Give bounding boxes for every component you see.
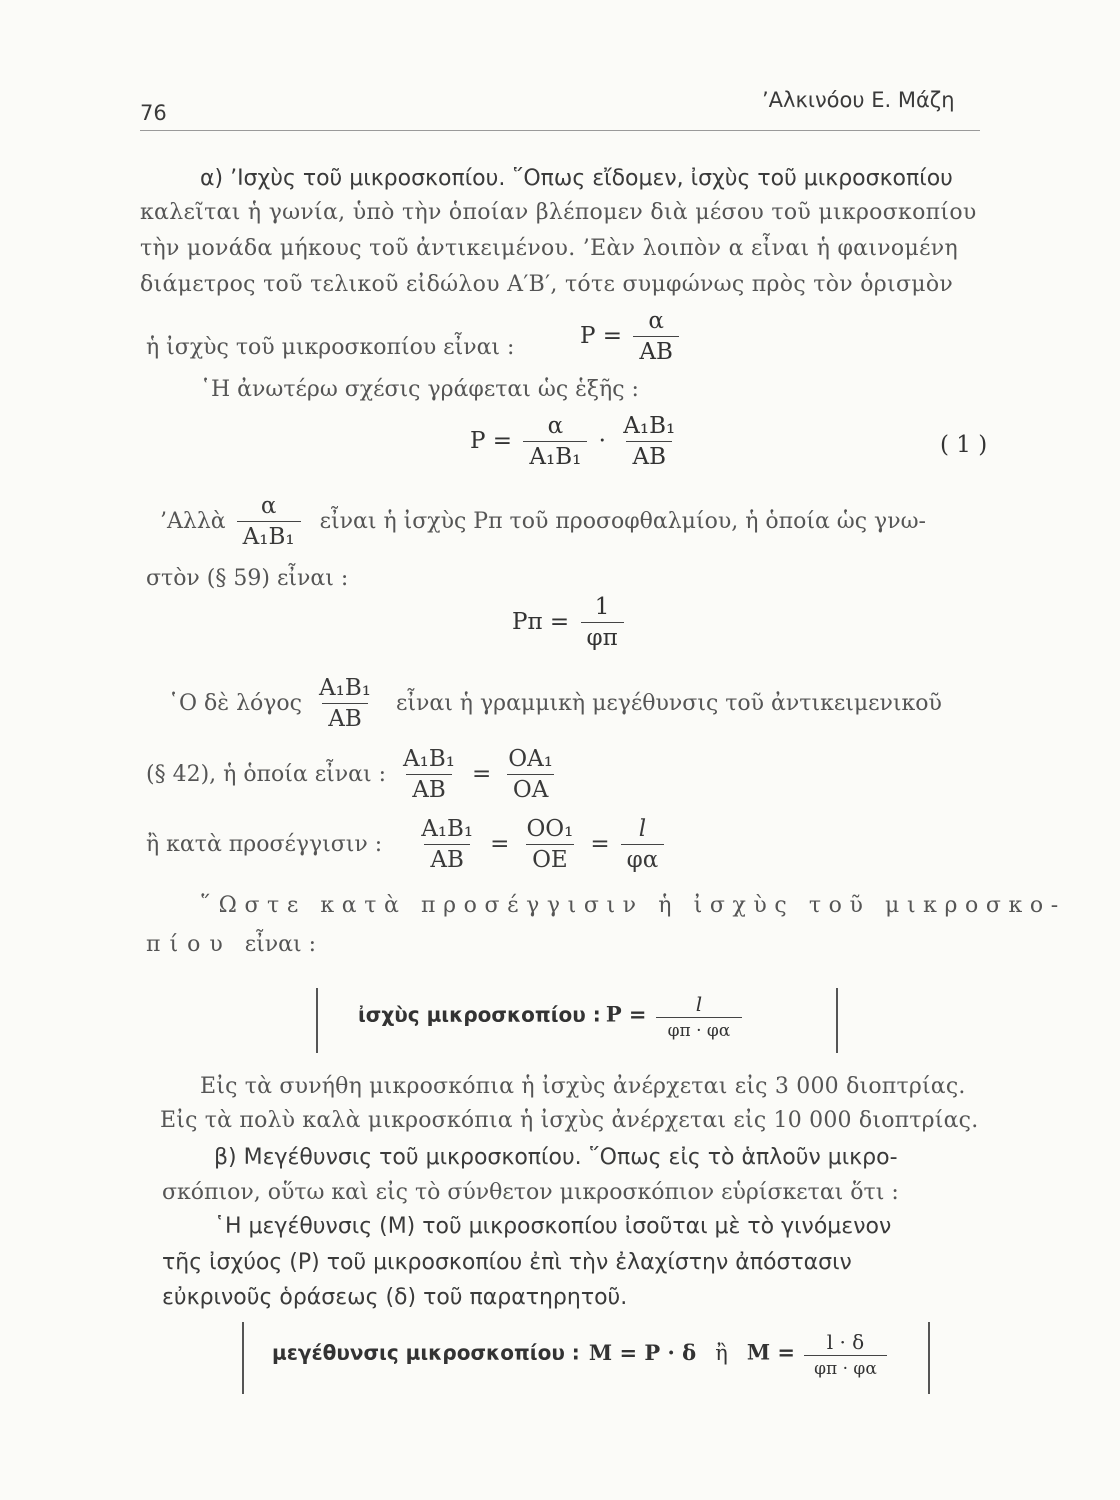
equation-power-definition [580,310,683,364]
hoste-line-1: ῞Ωστε κατὰ προσέγγισιν ἡ ἰσχὺς τοῦ μικροσκο- [200,893,1066,918]
box-magnification-expr: M = P · δ [588,1339,697,1365]
para-a-line-3: τὴν μονάδα μήκους τοῦ ἀντικειμένου. ’Εὰν λοιπὸν α εἶναι ἡ φαινομένη [140,236,958,261]
formula-box-power [316,988,838,1053]
denominator: φπ · φα [656,1017,743,1040]
fraction-2 [617,415,681,469]
equation-1-label: ( 1 ) [940,432,988,458]
line-rewrite: ῾Η ἀνωτέρω σχέσις γράφεται ὡς ἑξῆς : [200,377,639,402]
fraction-2 [502,748,559,802]
running-header-author: ’Αλκινόου Ε. Μάζη [762,88,955,112]
denominator: AB [322,703,368,731]
para-b-line-4: τῆς ἰσχύος (Ρ) τοῦ μικροσκοπίου ἐπὶ τὴν ἐλαχίστην ἀπόστασιν [162,1250,852,1275]
denominator: φα [621,844,665,872]
box-power-lhs: P = [605,1001,647,1027]
fraction-3 [621,818,665,872]
equals-sign: = [490,831,510,857]
para-a-line-1: α) ’Ισχὺς τοῦ μικροσκοπίου. ῞Οπως εἴδομεν, ἰσχὺς τοῦ μικροσκοπίου [200,166,953,191]
numerator: α [547,413,564,439]
fraction [656,994,743,1040]
page-number: 76 [140,101,167,125]
box-power-content [358,994,746,1040]
logos-line [168,677,942,731]
numerator: 1 [594,594,610,620]
numerator: A₁B₁ [403,746,455,772]
para-b-line-2: σκόπιον, οὕτω καὶ εἰς τὸ σύνθετον μικροσκόπιον εὑρίσκεται ὅτι : [162,1180,899,1205]
numerator: A₁B₁ [623,413,676,439]
box-magnification-lhs: M = [746,1339,796,1365]
equals-sign: = [590,831,610,857]
numerator: l [695,992,703,1016]
eq-lhs: Pπ = [512,609,570,635]
numerator: OO₁ [526,816,574,842]
para-b-line-1: β) Μεγέθυνσις τοῦ μικροσκοπίου. ῞Οπως εἰς τὸ ἁπλοῦν μικρο- [214,1145,898,1170]
denominator: OE [526,844,574,872]
denominator: AB [633,336,679,364]
para-b-line-5: εὐκρινοῦς ὁράσεως (δ) τοῦ παρατηρητοῦ. [162,1285,628,1310]
denominator: φπ · φα [804,1355,887,1378]
equation-1 [470,415,685,469]
numerator: α [260,493,277,519]
denominator: OA [507,774,554,802]
para-a-line-2: καλεῖται ἡ γωνία, ὑπὸ τὴν ὁποίαν βλέπομεν διὰ μέσου τοῦ μικροσκοπίου [140,200,977,225]
numerator: OA₁ [508,746,553,772]
denominator: φπ [581,622,624,650]
logos-prefix: ῾Ο δὲ λόγος [168,691,302,716]
eq-lhs: P = [470,428,513,454]
fraction [313,677,377,731]
equation-42 [146,748,563,802]
eq-lhs: P = [580,323,623,349]
eq42-prefix: (§ 42), ἡ ὁποία εἶναι : [146,762,387,787]
fraction [804,1332,887,1378]
para-b-line-3: ῾Η μεγέθυνσις (Μ) τοῦ μικροσκοπίου ἰσοῦται μὲ τὸ γινόμενον [214,1214,892,1239]
box-power-label: ἰσχὺς μικροσκοπίου : [358,1002,601,1027]
numerator: α [648,308,664,334]
alla-prefix: ’Αλλὰ [160,509,226,534]
alla-line-2: στὸν (§ 59) εἶναι : [146,566,349,591]
numerator: l [638,816,647,842]
multiply-dot: · [598,428,606,454]
hoste-word-piou: πίου [146,932,232,957]
denominator: AB [626,441,672,469]
denominator: A₁B₁ [523,441,587,469]
fraction-1 [415,818,479,872]
box-magnification-or: ἢ [715,1340,728,1365]
fraction [633,310,679,364]
fraction [581,596,624,650]
numerator: A₁B₁ [318,675,371,701]
equation-approximation [146,818,668,872]
denominator: AB [406,774,452,802]
numerator: A₁B₁ [421,816,474,842]
denominator: AB [424,844,470,872]
equation-eyepiece-power [512,596,628,650]
box-magnification-content [272,1332,891,1378]
header-rule [140,130,980,131]
para-a-line-5: ἡ ἰσχὺς τοῦ μικροσκοπίου εἶναι : [146,335,515,360]
fraction-1 [397,748,461,802]
fraction-2 [520,818,579,872]
alla-line [160,495,926,549]
hoste-einai: εἶναι : [244,932,317,957]
approx-prefix: ἢ κατὰ προσέγγισιν : [146,832,383,857]
fraction [237,495,301,549]
numerator: l · δ [826,1330,865,1354]
denominator: A₁B₁ [237,521,301,549]
values-line-1: Εἰς τὰ συνήθη μικροσκόπια ἡ ἰσχὺς ἀνέρχεται εἰς 3 000 διοπτρίας. [200,1074,966,1099]
alla-suffix: εἶναι ἡ ἰσχὺς Pπ τοῦ προσοφθαλμίου, ἡ ὁποία ὡς γνω- [319,509,926,534]
box-magnification-label: μεγέθυνσις μικροσκοπίου : [272,1340,580,1365]
hoste-line-2 [146,932,316,957]
equals-sign: = [471,761,492,787]
formula-box-magnification [242,1322,930,1394]
logos-suffix: εἶναι ἡ γραμμικὴ μεγέθυνσις τοῦ ἀντικειμενικοῦ [395,691,942,716]
fraction-1 [523,415,587,469]
para-a-line-4: διάμετρος τοῦ τελικοῦ εἰδώλου Α′Β′, τότε συμφώνως πρὸς τὸν ὁρισμὸν [140,272,954,297]
values-line-2: Εἰς τὰ πολὺ καλὰ μικροσκόπια ἡ ἰσχὺς ἀνέρχεται εἰς 10 000 διοπτρίας. [160,1108,979,1133]
